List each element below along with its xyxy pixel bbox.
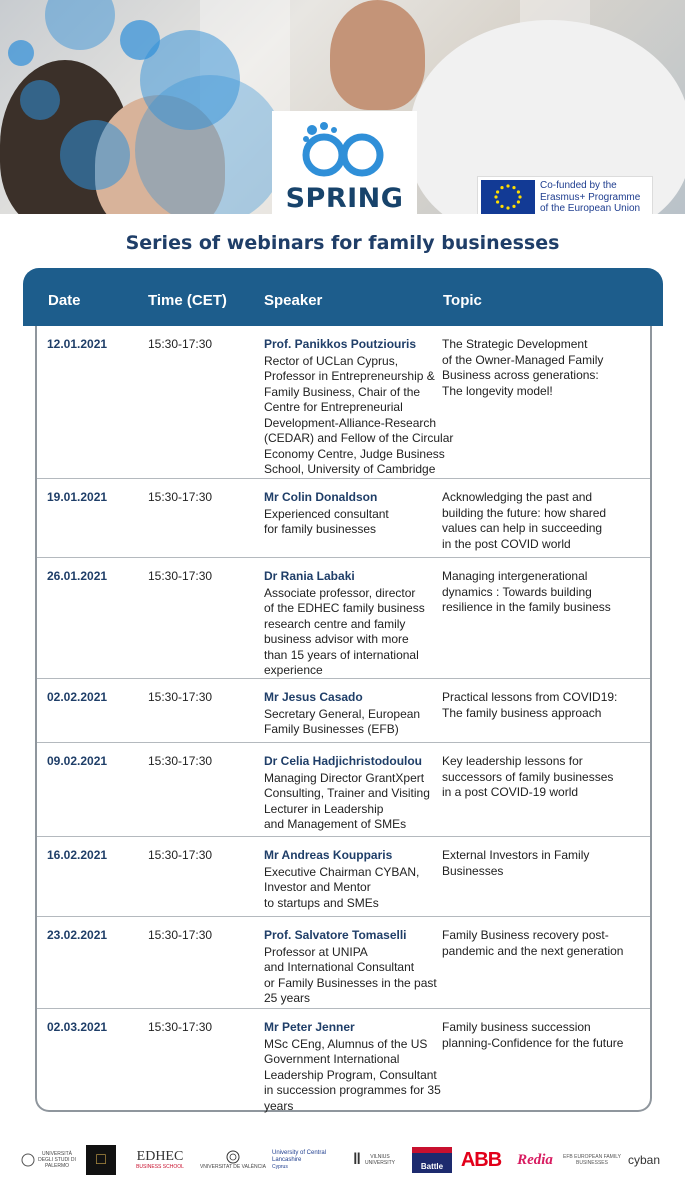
row-speaker bbox=[264, 337, 469, 478]
row-time: 15:30-17:30 bbox=[148, 754, 213, 768]
spring-logo-icon bbox=[300, 121, 390, 181]
row-topic: Key leadership lessons for successors of family businesses in a post COVID-19 world bbox=[442, 754, 614, 799]
row-date: 19.01.2021 bbox=[47, 490, 108, 504]
speaker-description: Executive Chairman CYBAN, Investor and Mentor to startups and SMEs bbox=[264, 864, 420, 910]
spring-logo-text: SPRING bbox=[285, 183, 404, 214]
row-speaker bbox=[264, 754, 469, 833]
row-speaker bbox=[264, 690, 469, 738]
eu-flag-icon bbox=[481, 180, 535, 214]
row-time: 15:30-17:30 bbox=[148, 1020, 213, 1034]
partner-text: VNIVERSITAT DE VALÈNCIA bbox=[199, 1164, 267, 1170]
bubble bbox=[135, 75, 285, 214]
partner-text: ABB bbox=[460, 1149, 502, 1171]
row-divider bbox=[37, 836, 650, 837]
row-date: 02.03.2021 bbox=[47, 1020, 108, 1034]
row-speaker bbox=[264, 848, 469, 911]
person-center bbox=[330, 0, 425, 110]
speaker-name: Dr Celia Hadjichristodoulou bbox=[264, 754, 423, 768]
partner-logo-uclan bbox=[272, 1140, 340, 1180]
row-speaker bbox=[264, 490, 469, 538]
partner-text: Battle bbox=[412, 1147, 452, 1173]
row-speaker bbox=[264, 569, 469, 679]
row-date: 26.01.2021 bbox=[47, 569, 108, 583]
row-date: 23.02.2021 bbox=[47, 928, 108, 942]
row-speaker bbox=[264, 1020, 469, 1114]
page-title: Series of webinars for family businesses bbox=[125, 232, 560, 254]
partner-text: University of Central Lancashire bbox=[272, 1150, 327, 1163]
hero-banner bbox=[0, 0, 685, 214]
speaker-description: Professor at UNIPA and International Consultant or Family Businesses in the past 25 years bbox=[264, 944, 437, 1005]
partner-logo-valencia bbox=[198, 1140, 268, 1180]
speaker-name: Prof. Panikkos Poutziouris bbox=[264, 337, 417, 351]
row-time: 15:30-17:30 bbox=[148, 490, 213, 504]
bubble bbox=[8, 40, 34, 66]
eu-cofunded-badge bbox=[477, 176, 653, 214]
speaker-description: MSc CEng, Alumnus of the US Government International Leadership Program, Consultant in succession programmes for 35 years bbox=[264, 1036, 441, 1113]
speaker-name: Mr Andreas Koupparis bbox=[264, 848, 393, 862]
valencia-seal-icon bbox=[226, 1150, 240, 1164]
row-topic: The Strategic Development of the Owner-Managed Family Business across generations: The longevity model! bbox=[442, 337, 604, 398]
eu-cofunded-text bbox=[540, 180, 640, 214]
eu-line: of the European Union bbox=[540, 203, 641, 214]
row-time: 15:30-17:30 bbox=[148, 690, 213, 704]
speaker-name: Mr Jesus Casado bbox=[264, 690, 363, 704]
header-date: Date bbox=[48, 292, 81, 309]
bubble bbox=[45, 0, 115, 50]
row-time: 15:30-17:30 bbox=[148, 928, 213, 942]
row-topic: Practical lessons from COVID19: The family business approach bbox=[442, 690, 618, 720]
header-time: Time (CET) bbox=[148, 292, 227, 309]
bubble bbox=[20, 80, 60, 120]
palermo-seal-icon bbox=[21, 1153, 35, 1167]
partner-text: UNIVERSITÀ DEGLI STUDI DI PALERMO bbox=[38, 1151, 76, 1169]
row-divider bbox=[37, 678, 650, 679]
speaker-name: Dr Rania Labaki bbox=[264, 569, 355, 583]
speaker-name: Prof. Salvatore Tomaselli bbox=[264, 928, 407, 942]
row-topic: External Investors in Family Businesses bbox=[442, 848, 590, 878]
row-date: 09.02.2021 bbox=[47, 754, 108, 768]
partner-logo-battle bbox=[412, 1140, 452, 1180]
header-topic: Topic bbox=[443, 292, 482, 309]
row-topic: Managing intergenerational dynamics : Towards building resilience in the family business bbox=[442, 569, 611, 614]
row-time: 15:30-17:30 bbox=[148, 848, 213, 862]
row-date: 02.02.2021 bbox=[47, 690, 108, 704]
speaker-description: Rector of UCLan Cyprus, Professor in Entrepreneurship & Family Business, Chair of the Centre for Entrepreneurial Development-Alliance-Research (CEDAR) and Fellow of the Circular Economy Centre, Judge Business School, University of Cambridge bbox=[264, 353, 454, 476]
row-date: 16.02.2021 bbox=[47, 848, 108, 862]
row-topic: Acknowledging the past and building the future: how shared values can help in succeeding in the post COVID world bbox=[442, 490, 607, 551]
partner-logo-g bbox=[86, 1140, 116, 1180]
vilnius-mark-icon: ‖ bbox=[353, 1151, 361, 1168]
speaker-description: Experienced consultant for family businesses bbox=[264, 506, 389, 536]
partner-logo-cyban bbox=[624, 1140, 664, 1180]
partner-text: Cyprus bbox=[272, 1164, 288, 1170]
speaker-description: Secretary General, European Family Businesses (EFB) bbox=[264, 706, 421, 736]
partner-logo-vilnius bbox=[346, 1140, 404, 1180]
row-divider bbox=[37, 1008, 650, 1009]
partner-text: BUSINESS SCHOOL bbox=[136, 1164, 184, 1170]
row-divider bbox=[37, 916, 650, 917]
row-date: 12.01.2021 bbox=[47, 337, 108, 351]
speaker-description: Managing Director GrantXpert Consulting, Trainer and Visiting Lecturer in Leadership and Management of SMEs bbox=[264, 770, 430, 831]
spring-logo bbox=[272, 111, 417, 214]
partner-logo-palermo bbox=[20, 1140, 78, 1180]
speaker-name: Mr Colin Donaldson bbox=[264, 490, 378, 504]
row-time: 15:30-17:30 bbox=[148, 569, 213, 583]
partner-logo-redia bbox=[512, 1140, 558, 1180]
eu-line: Co-funded by the bbox=[540, 180, 617, 191]
g-logo-icon: □ bbox=[86, 1145, 116, 1175]
partner-text: cyban bbox=[627, 1153, 661, 1167]
partner-logo-abb bbox=[456, 1140, 506, 1180]
speaker-description: Associate professor, director of the EDHEC family business research centre and family business advisor with more than 15 years of international experience bbox=[264, 585, 425, 677]
partner-logo-efb bbox=[563, 1140, 621, 1180]
row-divider bbox=[37, 478, 650, 479]
partner-text: VILNIUS UNIVERSITY bbox=[364, 1154, 395, 1166]
row-time: 15:30-17:30 bbox=[148, 337, 213, 351]
row-divider bbox=[37, 557, 650, 558]
bubble bbox=[60, 120, 130, 190]
partner-text: Redia bbox=[517, 1151, 553, 1168]
row-speaker bbox=[264, 928, 469, 1007]
header-speaker: Speaker bbox=[264, 292, 323, 309]
partner-logos bbox=[0, 1140, 685, 1180]
partner-logo-edhec bbox=[124, 1140, 196, 1180]
speaker-name: Mr Peter Jenner bbox=[264, 1020, 355, 1034]
eu-line: Erasmus+ Programme bbox=[540, 191, 641, 203]
table-header bbox=[23, 268, 663, 326]
partner-text: EFB EUROPEAN FAMILY BUSINESSES bbox=[563, 1154, 621, 1166]
row-topic: Family business succession planning-Confidence for the future bbox=[442, 1020, 624, 1050]
partner-text: EDHEC bbox=[136, 1149, 184, 1164]
row-divider bbox=[37, 742, 650, 743]
row-topic: Family Business recovery post- pandemic and the next generation bbox=[442, 928, 624, 958]
